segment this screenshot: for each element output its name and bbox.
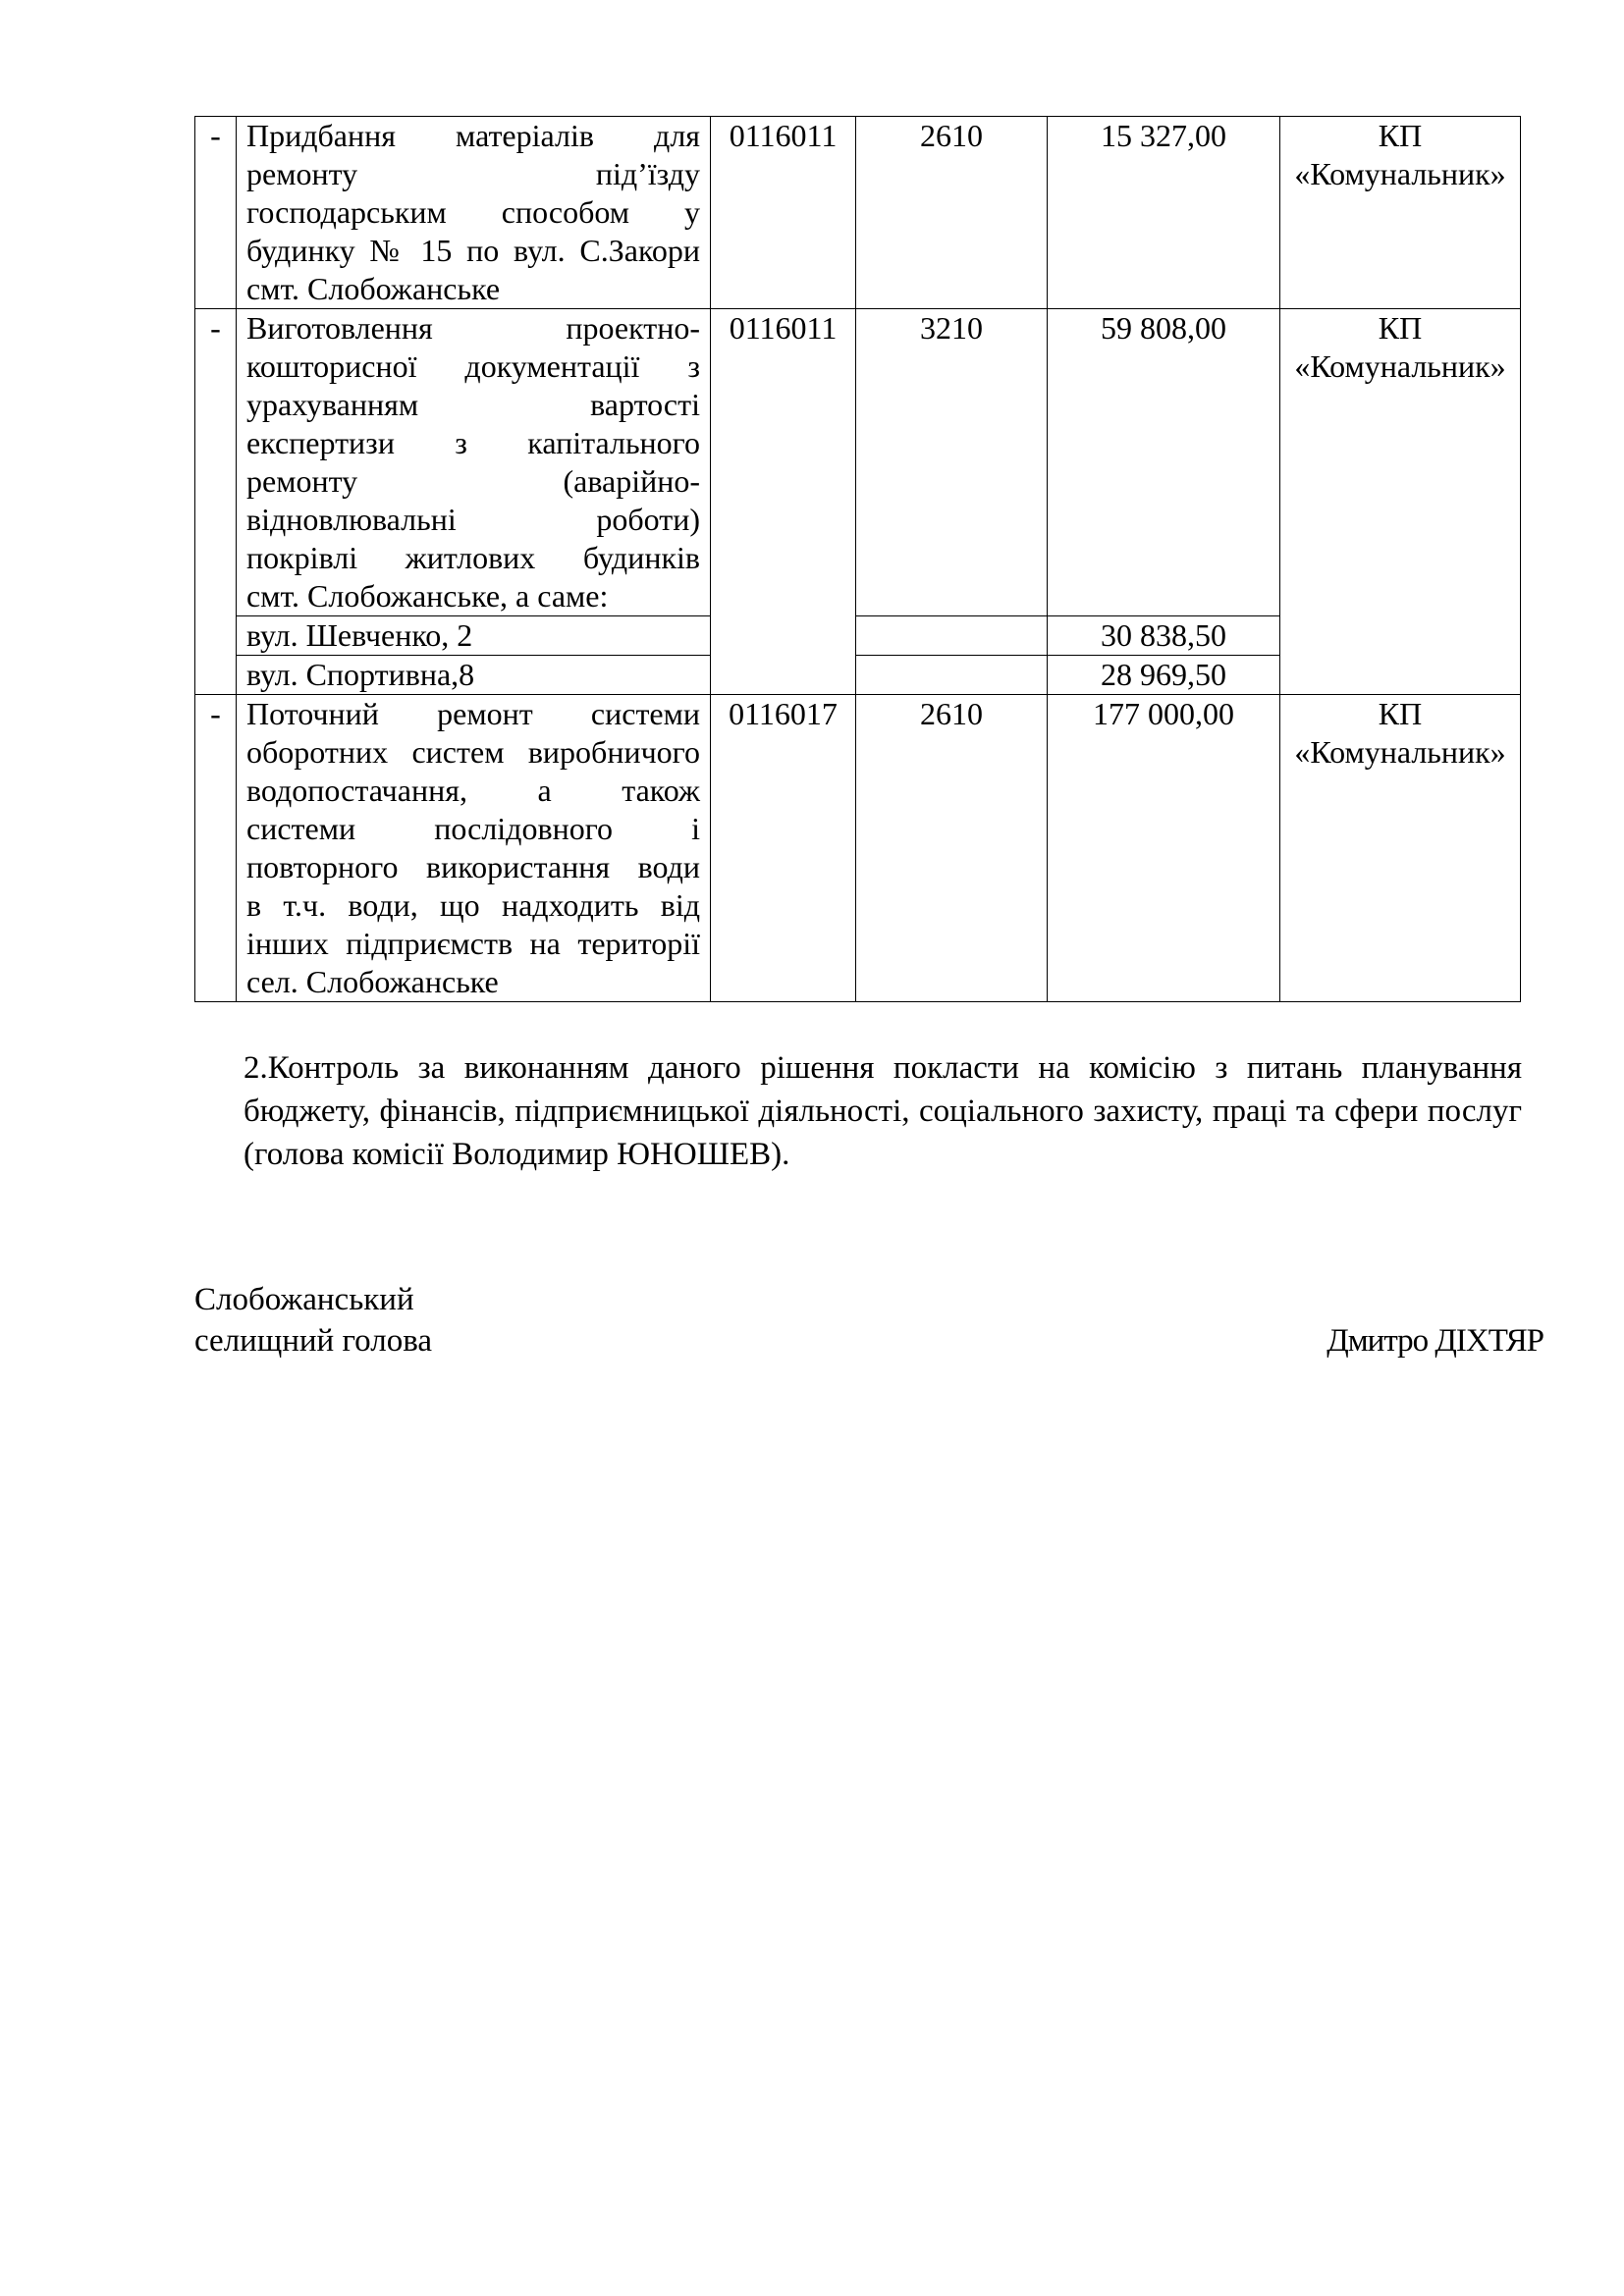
name-line: урахуванням вартості [246,387,700,422]
table-row [195,695,1521,1002]
signature-title-line: Слобожанський [194,1282,414,1317]
row-code: 0116011 [711,117,856,309]
name-line: системи послідовного і [246,811,700,846]
name-line: сел. Слобожанське [246,964,499,999]
name-line: Придбання матеріалів для [246,118,700,153]
subrow-kekv [856,656,1048,695]
row-executor: КП «Комунальник» [1280,695,1521,1002]
row-name [237,309,711,616]
row-kekv: 3210 [856,309,1048,616]
row-executor: КП «Комунальник» [1280,117,1521,309]
subrow-name: вул. Спортивна,8 [237,656,711,695]
row-marker: - [195,695,237,1002]
row-name [237,117,711,309]
row-code: 0116011 [711,309,856,695]
subrow-sum: 30 838,50 [1048,616,1280,656]
row-kekv: 2610 [856,695,1048,1002]
table-row [195,117,1521,309]
name-line: господарським способом у [246,194,700,230]
signature-title [194,1279,432,1362]
name-line: в т.ч. води, що надходить від [246,887,700,923]
subrow-kekv [856,616,1048,656]
name-line: ремонту (аварійно- [246,463,700,499]
name-line: смт. Слобожанське, а саме: [246,578,609,614]
name-line: кошторисної документації з [246,348,700,384]
name-line: покрівлі житлових будинків [246,540,700,575]
row-sum: 177 000,00 [1048,695,1280,1002]
table-row [195,309,1521,616]
signature-title-line: селищний голова [194,1323,433,1359]
row-sum: 15 327,00 [1048,117,1280,309]
name-line: будинку № 15 по вул. С.Закори [246,233,700,268]
name-line: повторного використання води [246,849,700,884]
control-paragraph: 2.Контроль за виконанням даного рішення покласти на комісію з питань планування бюджету, фінансів, підприємницької діяльності, соціального захисту, праці та сфери послуг (голова комісії Володимир ЮНОШЕВ). [244,1050,1522,1172]
row-kekv: 2610 [856,117,1048,309]
signature-name: Дмитро ДІХТЯР [1326,1323,1543,1359]
subrow-name: вул. Шевченко, 2 [237,616,711,656]
row-marker: - [195,309,237,695]
row-name [237,695,711,1002]
row-executor: КП «Комунальник» [1280,309,1521,695]
row-sum: 59 808,00 [1048,309,1280,616]
row-code: 0116017 [711,695,856,1002]
name-line: експертизи з капітального [246,425,700,460]
row-marker: - [195,117,237,309]
budget-table [194,116,1521,1002]
name-line: смт. Слобожанське [246,271,501,306]
name-line: Поточний ремонт системи [246,696,700,731]
name-line: водопостачання, а також [246,773,700,808]
name-line: ремонту під’їзду [246,156,700,191]
subrow-sum: 28 969,50 [1048,656,1280,695]
name-line: Виготовлення проектно- [246,310,700,346]
name-line: відновлювальні роботи) [246,502,700,537]
name-line: оборотних систем виробничого [246,734,700,770]
name-line: інших підприємств на території [246,926,700,961]
